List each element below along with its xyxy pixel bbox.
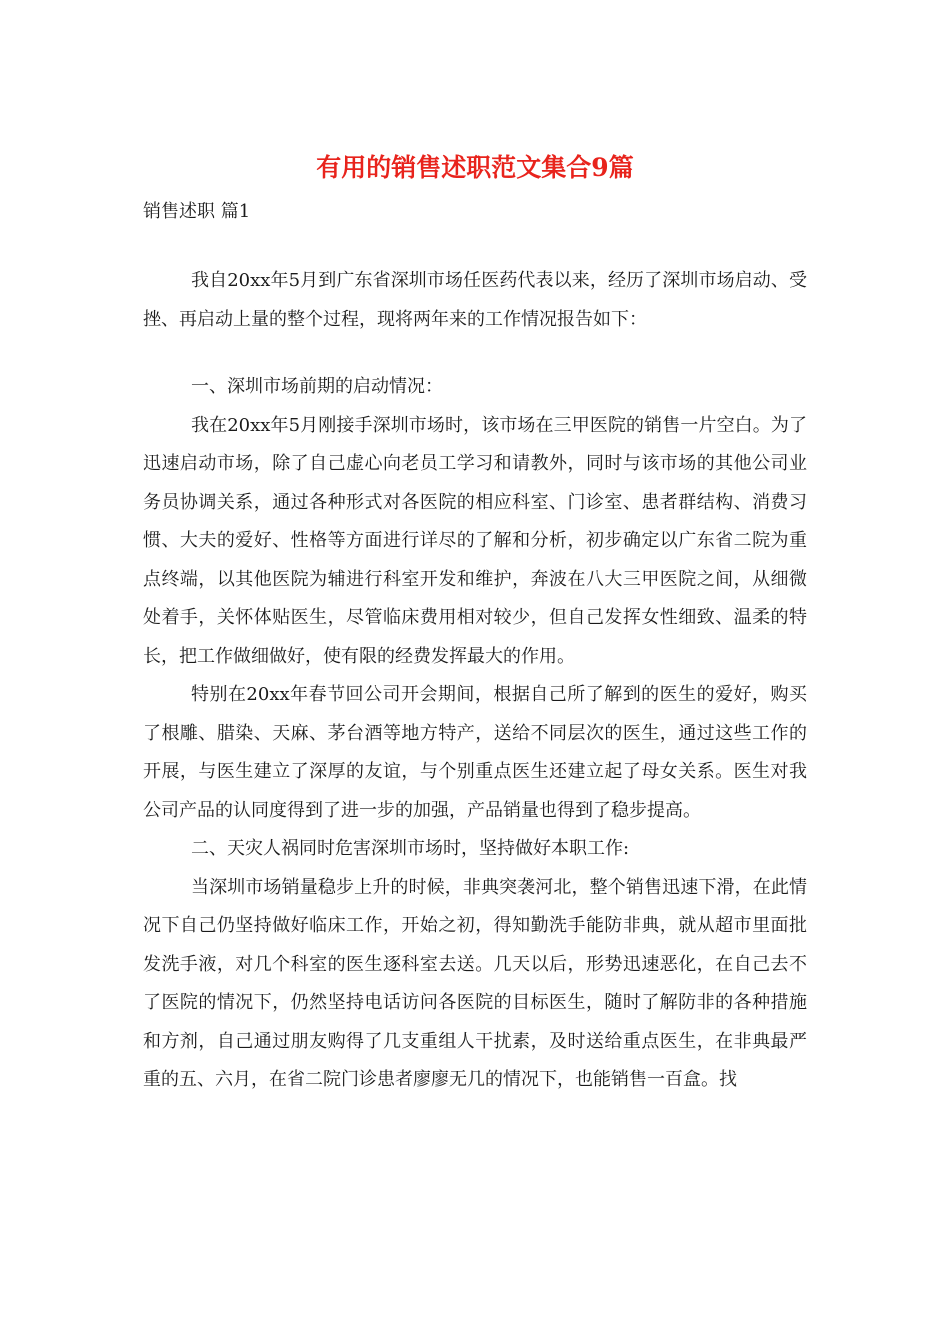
paragraph: 我自20xx年5月到广东省深圳市场任医药代表以来，经历了深圳市场启动、受挫、再启动上量的整个过程，现将两年来的工作情况报告如下：: [143, 270, 807, 330]
paragraph: 我在20xx年5月刚接手深圳市场时，该市场在三甲医院的销售一片空白。为了迅速启动市场，除了自己虚心向老员工学习和请教外，同时与该市场的其他公司业务员协调关系，通过各种形式对各医院的相应科室、门诊室、患者群结构、消费习惯、大夫的爱好、性格等方面进行详尽的了解和分析，初步确定以广东省二院为重点终端，以其他医院为辅进行科室开发和维护，奔波在八大三甲医院之间，从细微处着手，关怀体贴医生，尽管临床费用相对较少，但自己发挥女性细致、温柔的特长，把工作做细做好，使有限的经费发挥最大的作用。: [143, 414, 807, 667]
subheading-2: 二、天灾人祸同时危害深圳市场时，坚持做好本职工作:: [191, 838, 630, 859]
body-section: [143, 368, 807, 1100]
paragraph: 特别在20xx年春节回公司开会期间，根据自己所了解到的医生的爱好，购买了根雕、腊染、天麻、茅台酒等地方特产，送给不同层次的医生，通过这些工作的开展，与医生建立了深厚的友谊，与个别重点医生还建立起了母女关系。医生对我公司产品的认同度得到了进一步的加强，产品销量也得到了稳步提高。: [143, 684, 807, 821]
document-title: 有用的销售述职范文集合9篇: [316, 153, 634, 182]
section-heading: 销售述职 篇1: [143, 201, 251, 222]
paragraph-intro: [143, 262, 807, 339]
paragraph: 当深圳市场销量稳步上升的时候，非典突袭河北，整个销售迅速下滑，在此情况下自己仍坚持做好临床工作，开始之初，得知勤洗手能防非典，就从超市里面批发洗手液，对几个科室的医生逐科室去送。几天以后，形势迅速恶化，在自己去不了医院的情况下，仍然坚持电话访问各医院的目标医生，随时了解防非的各种措施和方剂，自己通过朋友购得了几支重组人干扰素，及时送给重点医生，在非典最严重的五、六月，在省二院门诊患者廖廖无几的情况下，也能销售一百盒。找: [143, 876, 807, 1090]
subheading-1: 一、深圳市场前期的启动情况：: [191, 376, 443, 397]
